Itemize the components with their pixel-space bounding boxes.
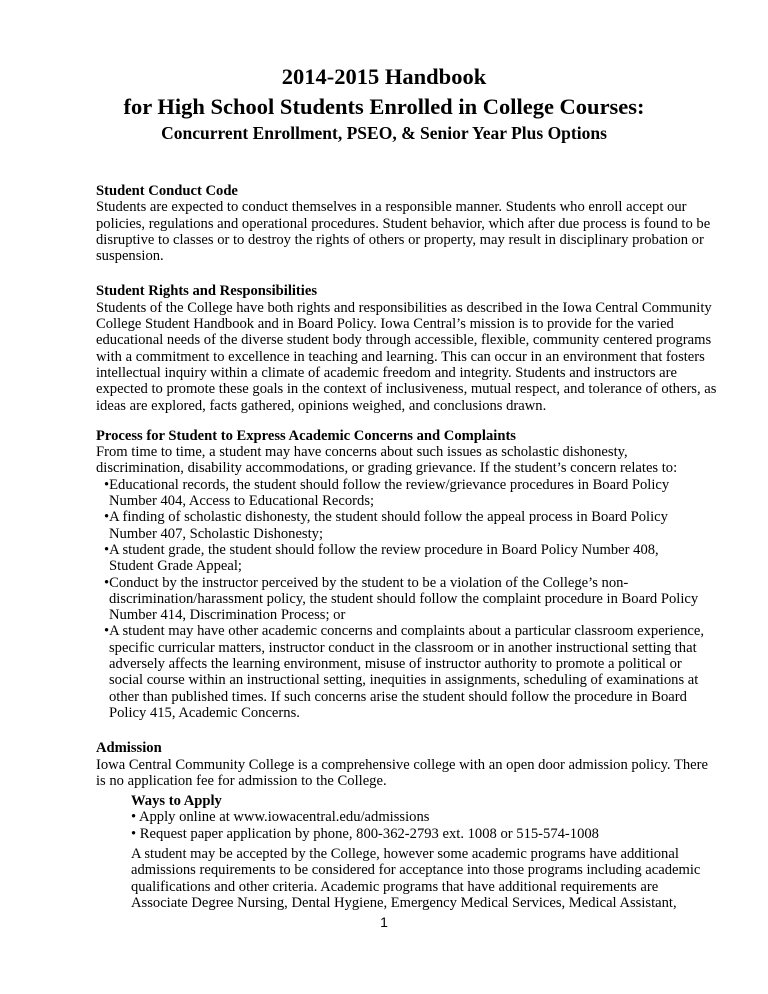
- document-subtitle: Concurrent Enrollment, PSEO, & Senior Year Plus Options: [161, 123, 607, 143]
- title-line-2: for High School Students Enrolled in College Courses:: [123, 94, 645, 119]
- list-item: • Apply online at www.iowacentral.edu/admissions: [131, 809, 430, 826]
- bullet-text: •Conduct by the instructor perceived by the student to be a violation of the College’s non-: [104, 574, 629, 591]
- document-body: [96, 183, 716, 911]
- ways-to-apply: [96, 793, 716, 911]
- bullet-continuation: Student Grade Appeal;: [109, 558, 242, 575]
- section-heading-concerns: Process for Student to Express Academic Concerns and Complaints: [96, 427, 516, 444]
- bullet-text: •Educational records, the student should follow the review/grievance procedures in Board Policy: [104, 476, 670, 493]
- acceptance-paragraph: A student may be accepted by the College, however some academic programs have additional admissions requirements to be considered for acceptance into those programs including academic qualifications and other criteria. Academic programs that have additional requirements are Associate Degree Nursing, Dental Hygiene, Emergency Medical Services, Medical Assistant,: [131, 845, 701, 911]
- bullet-text: •A student may have other academic concerns and complaints about a particular classroom experience,: [104, 623, 704, 640]
- bullet-continuation: Number 404, Access to Educational Records;: [109, 493, 375, 510]
- document-title: [0, 62, 768, 122]
- bullet-text: •A student grade, the student should follow the review procedure in Board Policy Number 408,: [104, 541, 659, 558]
- section-body-concerns: From time to time, a student may have concerns about such issues as scholastic dishonesty, discrimination, disability accommodations, or grading grievance. If the student’s concern relates to:: [96, 444, 678, 477]
- bullet-continuation: specific curricular matters, instructor conduct in the classroom or in another instructional setting that adversely affects the learning environment, misuse of instructor authority to promote a political or social course within an instructional setting, inequities in assignments, scheduling of examinations at other than published times. If such concerns arise the student should follow the procedure in Board Policy 415, Academic Concerns.: [109, 639, 699, 721]
- list-item: [96, 542, 716, 575]
- list-item: • Request paper application by phone, 800-362-2793 ext. 1008 or 515-574-1008: [131, 825, 599, 842]
- section-heading-admission: Admission: [96, 740, 162, 757]
- section-heading-rights: Student Rights and Responsibilities: [96, 283, 317, 300]
- list-item: [96, 623, 716, 721]
- list-item: [96, 477, 716, 510]
- section-heading-conduct: Student Conduct Code: [96, 183, 238, 199]
- bullet-continuation: discrimination/harassment policy, the student should follow the complaint procedure in Board Policy Number 414, Discrimination Process; or: [109, 590, 699, 624]
- section-body-admission: Iowa Central Community College is a comprehensive college with an open door admission policy. There is no application fee for admission to the College.: [96, 756, 708, 789]
- title-line-1: 2014-2015 Handbook: [281, 64, 487, 89]
- ways-to-apply-heading: Ways to Apply: [131, 793, 222, 810]
- section-body-rights: Students of the College have both rights and responsibilities as described in the Iowa Central Community College Student Handbook and in Board Policy. Iowa Central’s mission is to provide for the varied educational needs of the diverse student body through accessible, flexible, community centered programs with a commitment to excellence in teaching and learning. This can occur in an environment that fosters intellectual inquiry within a climate of academic freedom and integrity. Students and instructors are expected to promote these goals in the context of inclusiveness, mutual respect, and tolerance of others, as ideas are explored, facts gathered, opinions weighed, and conclusions drawn.: [96, 299, 717, 414]
- section-body-conduct: Students are expected to conduct themselves in a responsible manner. Students who enroll accept our policies, regulations and operational procedures. Student behavior, which after due process is found to be disruptive to classes or to destroy the rights of others or property, may result in disciplinary probation or suspension.: [96, 199, 711, 265]
- list-item: [96, 575, 716, 624]
- bullet-continuation: Number 407, Scholastic Dishonesty;: [109, 525, 324, 542]
- page-number: 1: [380, 914, 388, 930]
- list-item: [96, 509, 716, 542]
- bullet-text: •A finding of scholastic dishonesty, the student should follow the appeal process in Board Policy: [104, 509, 668, 526]
